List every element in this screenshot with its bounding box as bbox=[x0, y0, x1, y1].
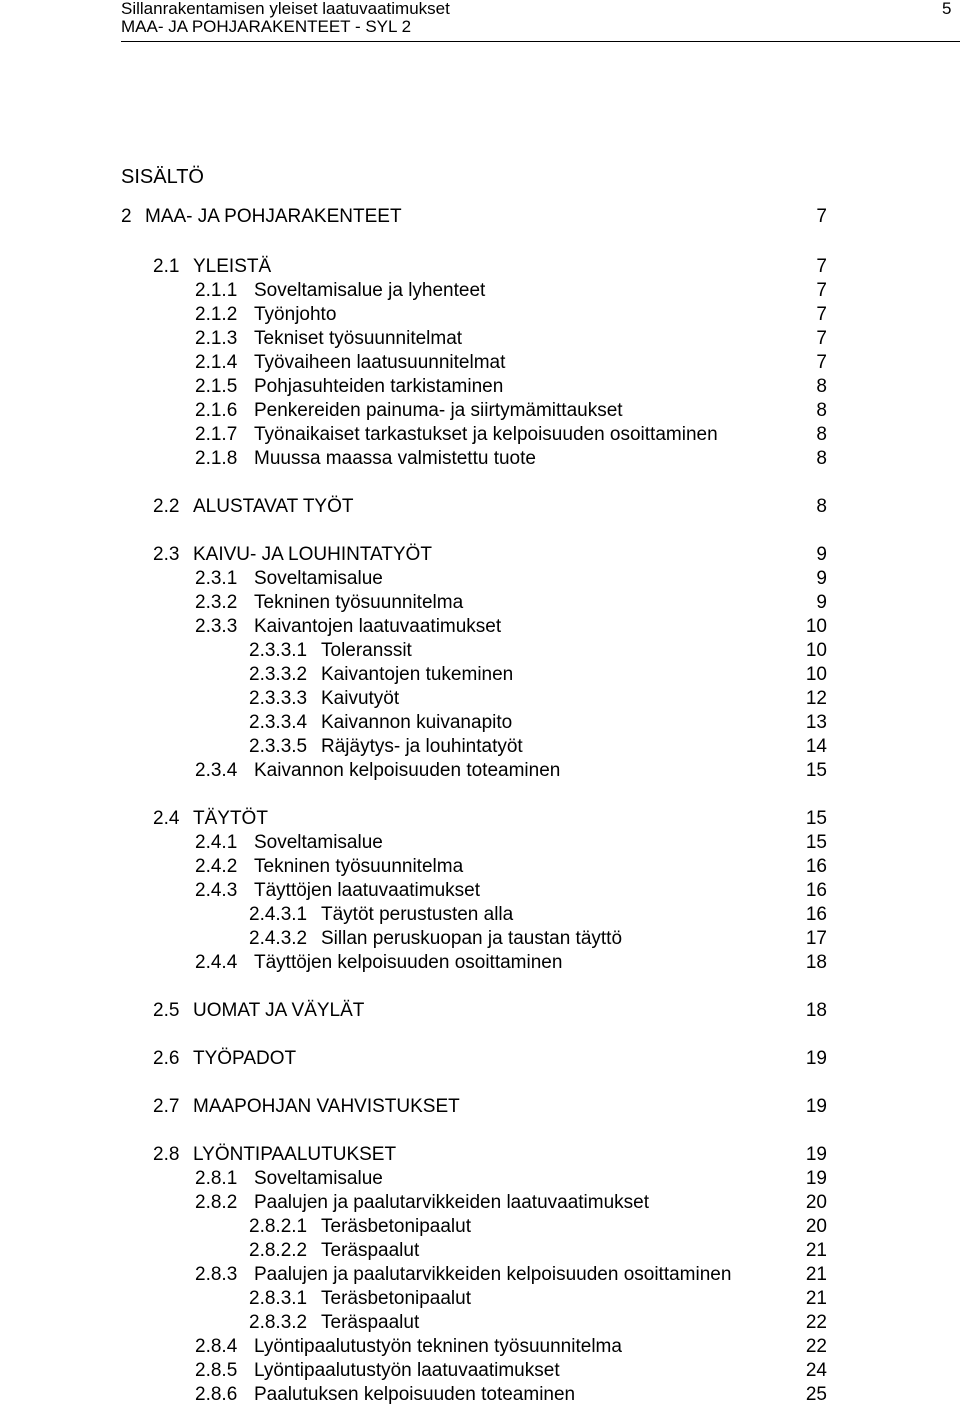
toc-entry-title: Täytöt perustusten alla bbox=[321, 904, 514, 925]
toc-entry-page: 19 bbox=[805, 1168, 827, 1189]
toc-entry-title: Soveltamisalue ja lyhenteet bbox=[254, 280, 486, 301]
toc-entry-title: Paalujen ja paalutarvikkeiden kelpoisuuden osoittaminen bbox=[254, 1264, 732, 1285]
toc-entry-number: 2.8.3.1 bbox=[249, 1288, 308, 1309]
page-number: 5 bbox=[942, 0, 952, 18]
toc-entry-number: 2.4.1 bbox=[195, 832, 238, 853]
toc-entry-page: 7 bbox=[816, 280, 827, 301]
toc-entry-page: 18 bbox=[805, 952, 827, 973]
toc-entry-title: YLEISTÄ bbox=[193, 256, 272, 277]
toc-entry-page: 14 bbox=[805, 736, 827, 757]
toc-entry-number: 2.3.2 bbox=[195, 592, 238, 613]
toc-entry-title: Kaivannon kelpoisuuden toteaminen bbox=[254, 760, 561, 781]
toc-entry-page: 18 bbox=[805, 1000, 827, 1021]
toc-entry-page: 20 bbox=[805, 1192, 827, 1213]
toc-entry-page: 21 bbox=[805, 1288, 827, 1309]
toc-entry-title: Pohjasuhteiden tarkistaminen bbox=[254, 376, 504, 397]
toc-entry-number: 2.7 bbox=[153, 1096, 180, 1117]
toc-entry-page: 9 bbox=[816, 568, 827, 589]
toc-entry-page: 12 bbox=[805, 688, 827, 709]
toc-entry-page: 10 bbox=[805, 640, 827, 661]
toc-entry-page: 15 bbox=[805, 832, 827, 853]
toc-entry-page: 21 bbox=[805, 1240, 827, 1261]
toc-entry-title: Soveltamisalue bbox=[254, 1168, 383, 1189]
toc-entry-page: 10 bbox=[805, 664, 827, 685]
toc-entry-page: 20 bbox=[805, 1216, 827, 1237]
toc-entry-number: 2.8.2.2 bbox=[249, 1240, 308, 1261]
toc-entry-number: 2.4.2 bbox=[195, 856, 238, 877]
toc-entry-number: 2.2 bbox=[153, 496, 180, 517]
toc-entry-number: 2.4 bbox=[153, 808, 180, 829]
toc-entry-title: Lyöntipaalutustyön tekninen työsuunnitelma bbox=[254, 1336, 622, 1357]
toc-entry-number: 2.1.5 bbox=[195, 376, 238, 397]
toc-entry-number: 2.1.6 bbox=[195, 400, 238, 421]
toc-entry-page: 15 bbox=[805, 760, 827, 781]
toc-entry-title: Teräsbetonipaalut bbox=[321, 1288, 471, 1309]
toc-entry-title: Lyöntipaalutustyön laatuvaatimukset bbox=[254, 1360, 560, 1381]
toc-entry-number: 2.8.2 bbox=[195, 1192, 238, 1213]
toc-entry-title: LYÖNTIPAALUTUKSET bbox=[193, 1144, 397, 1165]
document-subtitle: MAA- JA POHJARAKENTEET - SYL 2 bbox=[121, 17, 412, 36]
toc-entry-page: 16 bbox=[805, 880, 827, 901]
toc-entry-page: 7 bbox=[816, 328, 827, 349]
toc-entry-page: 19 bbox=[805, 1096, 827, 1117]
toc-entry-number: 2.8.1 bbox=[195, 1168, 238, 1189]
toc-entry-page: 7 bbox=[816, 352, 827, 373]
toc-entry-title: Toleranssit bbox=[321, 640, 412, 661]
toc-entry-title: KAIVU- JA LOUHINTATYÖT bbox=[193, 544, 432, 565]
toc-entry-page: 22 bbox=[805, 1336, 827, 1357]
toc-entry-page: 8 bbox=[816, 496, 827, 517]
toc-entry-title: Täyttöjen laatuvaatimukset bbox=[254, 880, 481, 901]
toc-entry-title: Muussa maassa valmistettu tuote bbox=[254, 448, 536, 469]
toc-entry-number: 2.8.6 bbox=[195, 1384, 238, 1405]
toc-entry-title: Tekninen työsuunnitelma bbox=[254, 592, 464, 613]
toc-entry-title: Soveltamisalue bbox=[254, 568, 383, 589]
header-rule bbox=[121, 41, 960, 42]
toc-entry-title: Teräsbetonipaalut bbox=[321, 1216, 471, 1237]
toc-entry-number: 2.1.4 bbox=[195, 352, 238, 373]
toc-entry-title: Penkereiden painuma- ja siirtymämittaukset bbox=[254, 400, 623, 421]
toc-entry-title: Kaivantojen tukeminen bbox=[321, 664, 514, 685]
toc-entry-title: TÄYTÖT bbox=[193, 808, 268, 829]
toc-entry-page: 7 bbox=[816, 304, 827, 325]
toc-entry-number: 2.3.3.4 bbox=[249, 712, 308, 733]
toc-entry-page: 13 bbox=[805, 712, 827, 733]
toc-entry-title: Paalutuksen kelpoisuuden toteaminen bbox=[254, 1384, 576, 1405]
toc-entry-title: Työnaikaiset tarkastukset ja kelpoisuuden osoittaminen bbox=[254, 424, 718, 445]
toc-entry-number: 2.3 bbox=[153, 544, 180, 565]
toc-entry-number: 2.3.3.3 bbox=[249, 688, 308, 709]
toc-entry-number: 2.3.3.5 bbox=[249, 736, 308, 757]
toc-entry-title: Teräspaalut bbox=[321, 1240, 420, 1261]
toc-entry-page: 16 bbox=[805, 904, 827, 925]
toc-entry-page: 17 bbox=[805, 928, 827, 949]
toc-entry-number: 2.1 bbox=[153, 256, 180, 277]
toc-entry-title: Sillan peruskuopan ja taustan täyttö bbox=[321, 928, 623, 949]
toc-entry-number: 2.3.3.1 bbox=[249, 640, 308, 661]
toc-entry-page: 10 bbox=[805, 616, 827, 637]
toc-entry-page: 8 bbox=[816, 376, 827, 397]
toc-heading: SISÄLTÖ bbox=[121, 166, 204, 188]
toc-entry-title: Teräspaalut bbox=[321, 1312, 420, 1333]
toc-entry-number: 2 bbox=[121, 206, 132, 227]
toc-entry-number: 2.4.3 bbox=[195, 880, 238, 901]
toc-entry-number: 2.8.3 bbox=[195, 1264, 238, 1285]
toc-entry-title: Työvaiheen laatusuunnitelmat bbox=[254, 352, 506, 373]
toc-entry-title: MAAPOHJAN VAHVISTUKSET bbox=[193, 1096, 460, 1117]
toc-entry-number: 2.4.3.2 bbox=[249, 928, 308, 949]
toc-entry-page: 8 bbox=[816, 424, 827, 445]
toc-entry-page: 7 bbox=[816, 256, 827, 277]
toc-entry-page: 21 bbox=[805, 1264, 827, 1285]
toc-entry-title: TYÖPADOT bbox=[193, 1048, 297, 1069]
toc-entry-title: Kaivantojen laatuvaatimukset bbox=[254, 616, 502, 637]
toc-entry-title: MAA- JA POHJARAKENTEET bbox=[145, 206, 402, 227]
toc-entry-page: 8 bbox=[816, 400, 827, 421]
toc-entry-title: Työnjohto bbox=[254, 304, 337, 325]
toc-entry-number: 2.5 bbox=[153, 1000, 180, 1021]
toc-entry-title: Soveltamisalue bbox=[254, 832, 383, 853]
toc-entry-page: 9 bbox=[816, 544, 827, 565]
toc-entry-number: 2.4.3.1 bbox=[249, 904, 308, 925]
toc-entry-number: 2.4.4 bbox=[195, 952, 238, 973]
toc-entry-page: 24 bbox=[805, 1360, 827, 1381]
toc-entry-page: 9 bbox=[816, 592, 827, 613]
toc-entry-title: Kaivutyöt bbox=[321, 688, 400, 709]
toc-entry-number: 2.3.3 bbox=[195, 616, 238, 637]
toc-entry-number: 2.6 bbox=[153, 1048, 180, 1069]
toc-entry-number: 2.8.2.1 bbox=[249, 1216, 308, 1237]
toc-entry-page: 7 bbox=[816, 206, 827, 227]
toc-entry-number: 2.8.5 bbox=[195, 1360, 238, 1381]
toc-entry-title: Tekninen työsuunnitelma bbox=[254, 856, 464, 877]
toc-entry-number: 2.1.3 bbox=[195, 328, 238, 349]
toc-entry-page: 25 bbox=[805, 1384, 827, 1405]
toc-entry-number: 2.1.1 bbox=[195, 280, 238, 301]
toc-entry-title: Räjäytys- ja louhintatyöt bbox=[321, 736, 523, 757]
toc-entry-title: Täyttöjen kelpoisuuden osoittaminen bbox=[254, 952, 563, 973]
toc-entry-title: Kaivannon kuivanapito bbox=[321, 712, 513, 733]
toc-entry-number: 2.1.7 bbox=[195, 424, 238, 445]
toc-entry-title: Tekniset työsuunnitelmat bbox=[254, 328, 463, 349]
toc-entry-page: 19 bbox=[805, 1048, 827, 1069]
toc-entry-page: 15 bbox=[805, 808, 827, 829]
toc-entry-number: 2.8 bbox=[153, 1144, 180, 1165]
toc-entry-page: 22 bbox=[805, 1312, 827, 1333]
toc-entry-page: 19 bbox=[805, 1144, 827, 1165]
toc-entry-page: 16 bbox=[805, 856, 827, 877]
toc-entry-number: 2.3.3.2 bbox=[249, 664, 308, 685]
toc-entry-page: 8 bbox=[816, 448, 827, 469]
toc-entry-title: ALUSTAVAT TYÖT bbox=[193, 496, 354, 517]
toc-entry-title: Paalujen ja paalutarvikkeiden laatuvaatimukset bbox=[254, 1192, 650, 1213]
toc-entry-number: 2.3.1 bbox=[195, 568, 238, 589]
toc-entry-number: 2.8.3.2 bbox=[249, 1312, 308, 1333]
toc-entry-title: UOMAT JA VÄYLÄT bbox=[193, 1000, 365, 1021]
document-title: Sillanrakentamisen yleiset laatuvaatimukset bbox=[121, 0, 450, 18]
toc-entry-number: 2.8.4 bbox=[195, 1336, 238, 1357]
toc-entry-number: 2.1.2 bbox=[195, 304, 238, 325]
toc-entry-number: 2.3.4 bbox=[195, 760, 238, 781]
toc-entry-number: 2.1.8 bbox=[195, 448, 238, 469]
